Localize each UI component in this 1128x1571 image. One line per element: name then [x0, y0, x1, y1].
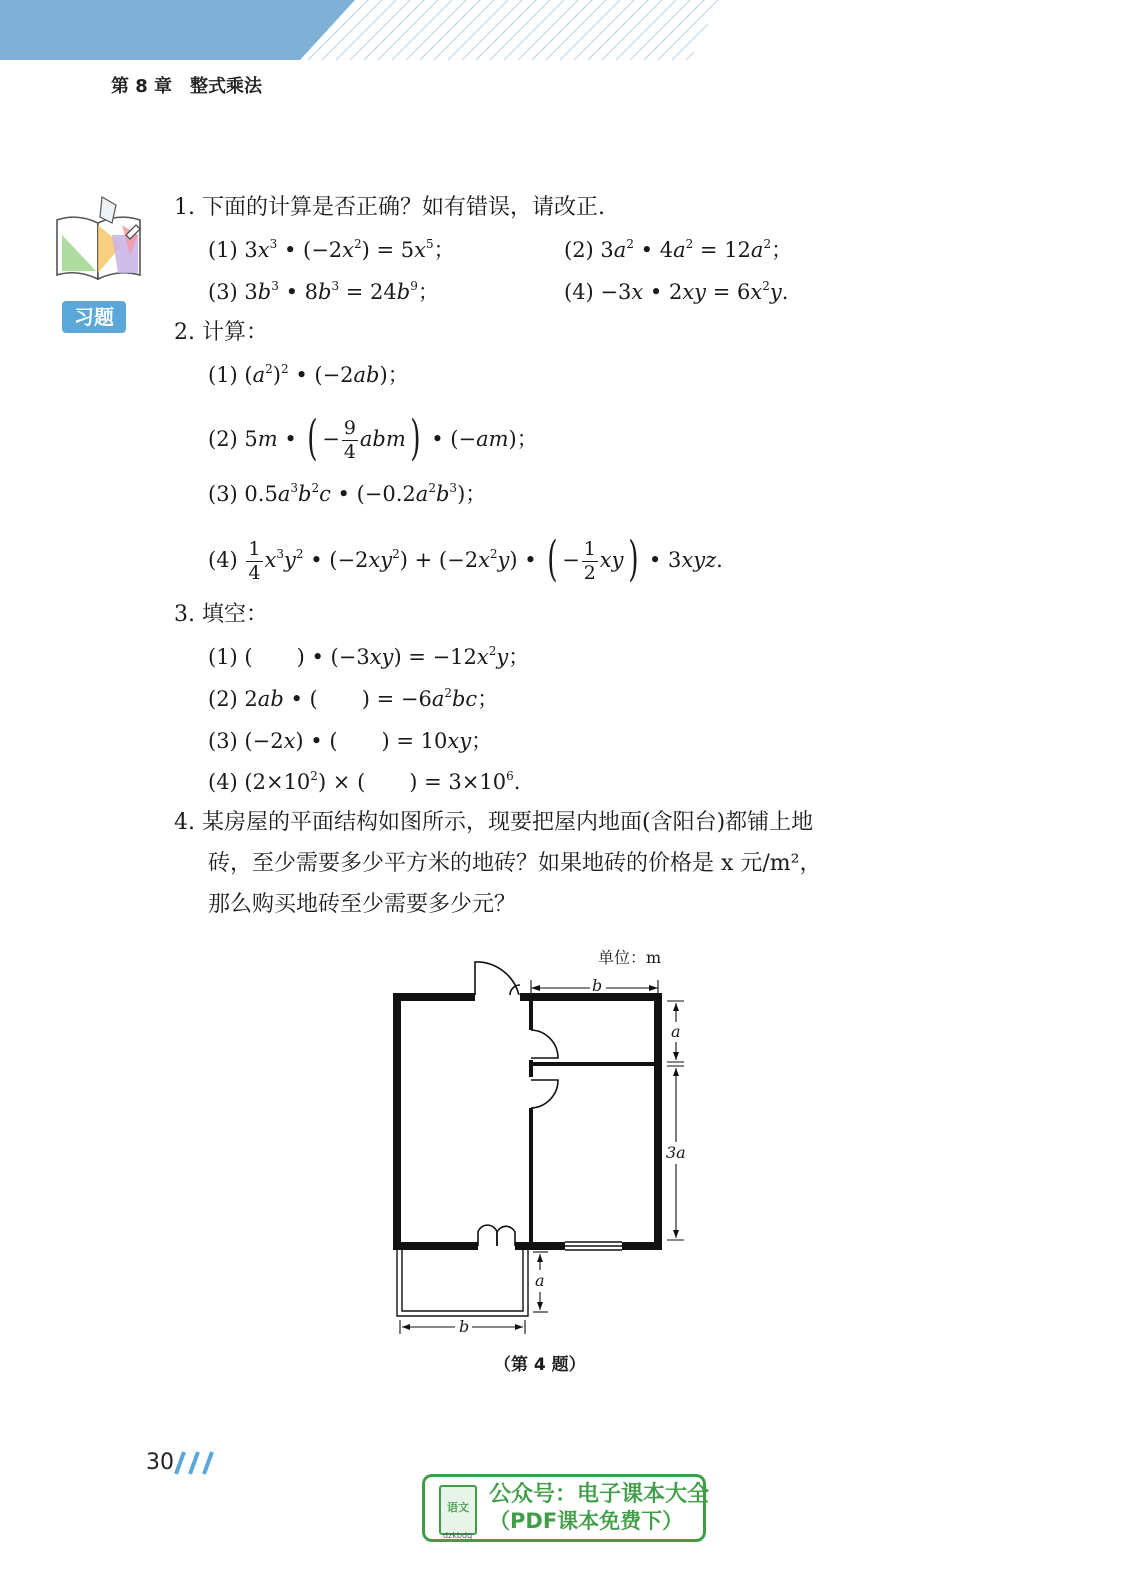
figure-label-b-bottom: b: [459, 1317, 470, 1336]
figure-label-a-balcony: a: [535, 1271, 545, 1290]
watermark-banner: [422, 1474, 710, 1542]
book-icon: [52, 195, 144, 285]
window: [565, 1242, 622, 1250]
header-band: [0, 0, 1128, 62]
problem-2-item-1: (1) $(a^2)^2$ • (−2ab)；: [208, 362, 409, 387]
problem-2-stem: 2. 计算：: [174, 320, 268, 345]
problem-2-item-4: (4) $\frac{1}{4}$ $x^3y^2$ • $(-2xy^2) + (-2x^2y)$ • ( − $\frac{1}{2}$ xy) • 3xyz.: [208, 530, 723, 587]
problem-1-item-1: (1) $3x^3$ • $(-2x^2) = 5x^5$；: [208, 237, 455, 262]
watermark-icon-sub: dzkbdq: [443, 1531, 473, 1540]
interior-walls: [531, 997, 658, 1246]
problem-3-item-1: (1) ( ) • $(-3xy) = -12x^2y$；: [208, 644, 530, 669]
problem-1-item-3: (3) $3b^3$ • $8b^3 = 24b^9$；: [208, 279, 439, 304]
problem-3-item-3: (3) (−2x) • ( ) = 10xy；: [208, 729, 493, 753]
problem-4-line-3: 那么购买地砖至少需要多少元？: [208, 892, 517, 917]
section-badge: 习题: [62, 301, 126, 333]
problem-2-item-3: (3) $0.5a^3b^2c$ • $(-0.2a^2b^3)$；: [208, 481, 487, 506]
figure-unit-label: 单位：m: [598, 948, 662, 967]
figure-label-b-top: b: [592, 976, 603, 995]
outer-walls: [393, 997, 662, 1250]
floor-plan-figure: [380, 940, 710, 1340]
page-number: 30: [146, 1450, 174, 1475]
doors: [475, 962, 558, 1246]
chapter-title: 第 8 章 整式乘法: [111, 76, 263, 97]
problem-1-item-4: (4) −3x • $2xy = 6x^2y$.: [564, 279, 789, 304]
watermark-icon-text: 语文: [447, 1501, 469, 1514]
problem-3-item-2: (2) 2ab • ( ) = $-6a^2bc$；: [208, 686, 499, 711]
figure-caption: （第 4 题）: [494, 1355, 586, 1375]
watermark-line-2: （PDF课本免费下）: [489, 1509, 684, 1533]
watermark-line-1: 公众号：电子课本大全: [489, 1482, 710, 1507]
problem-1-item-2: (2) $3a^2$ • $4a^2 = 12a^2$；: [564, 237, 793, 262]
page-number-slashes: [174, 1450, 218, 1476]
figure-label-a-top: a: [671, 1022, 681, 1041]
balcony: [397, 1250, 528, 1316]
figure-label-3a: 3a: [666, 1143, 686, 1162]
watermark-book-icon: [439, 1485, 477, 1540]
problem-3-item-4: (4) $(2\times 10^2)$ × ( ) = $3\times 10^6$.: [208, 769, 521, 794]
problem-4-line-2: 砖，至少需要多少平方米的地砖？如果地砖的价格是 x 元/m²，: [208, 851, 822, 876]
problem-4-line-1: 4. 某房屋的平面结构如图所示，现要把屋内地面(含阳台)都铺上地: [174, 810, 814, 835]
problem-1-stem: 1. 下面的计算是否正确？如有错误，请改正.: [174, 195, 605, 220]
problem-3-stem: 3. 填空：: [174, 602, 268, 627]
problem-2-item-2: (2) 5m • ( − $\frac{9}{4}$ abm) • (−am)；: [208, 409, 538, 466]
